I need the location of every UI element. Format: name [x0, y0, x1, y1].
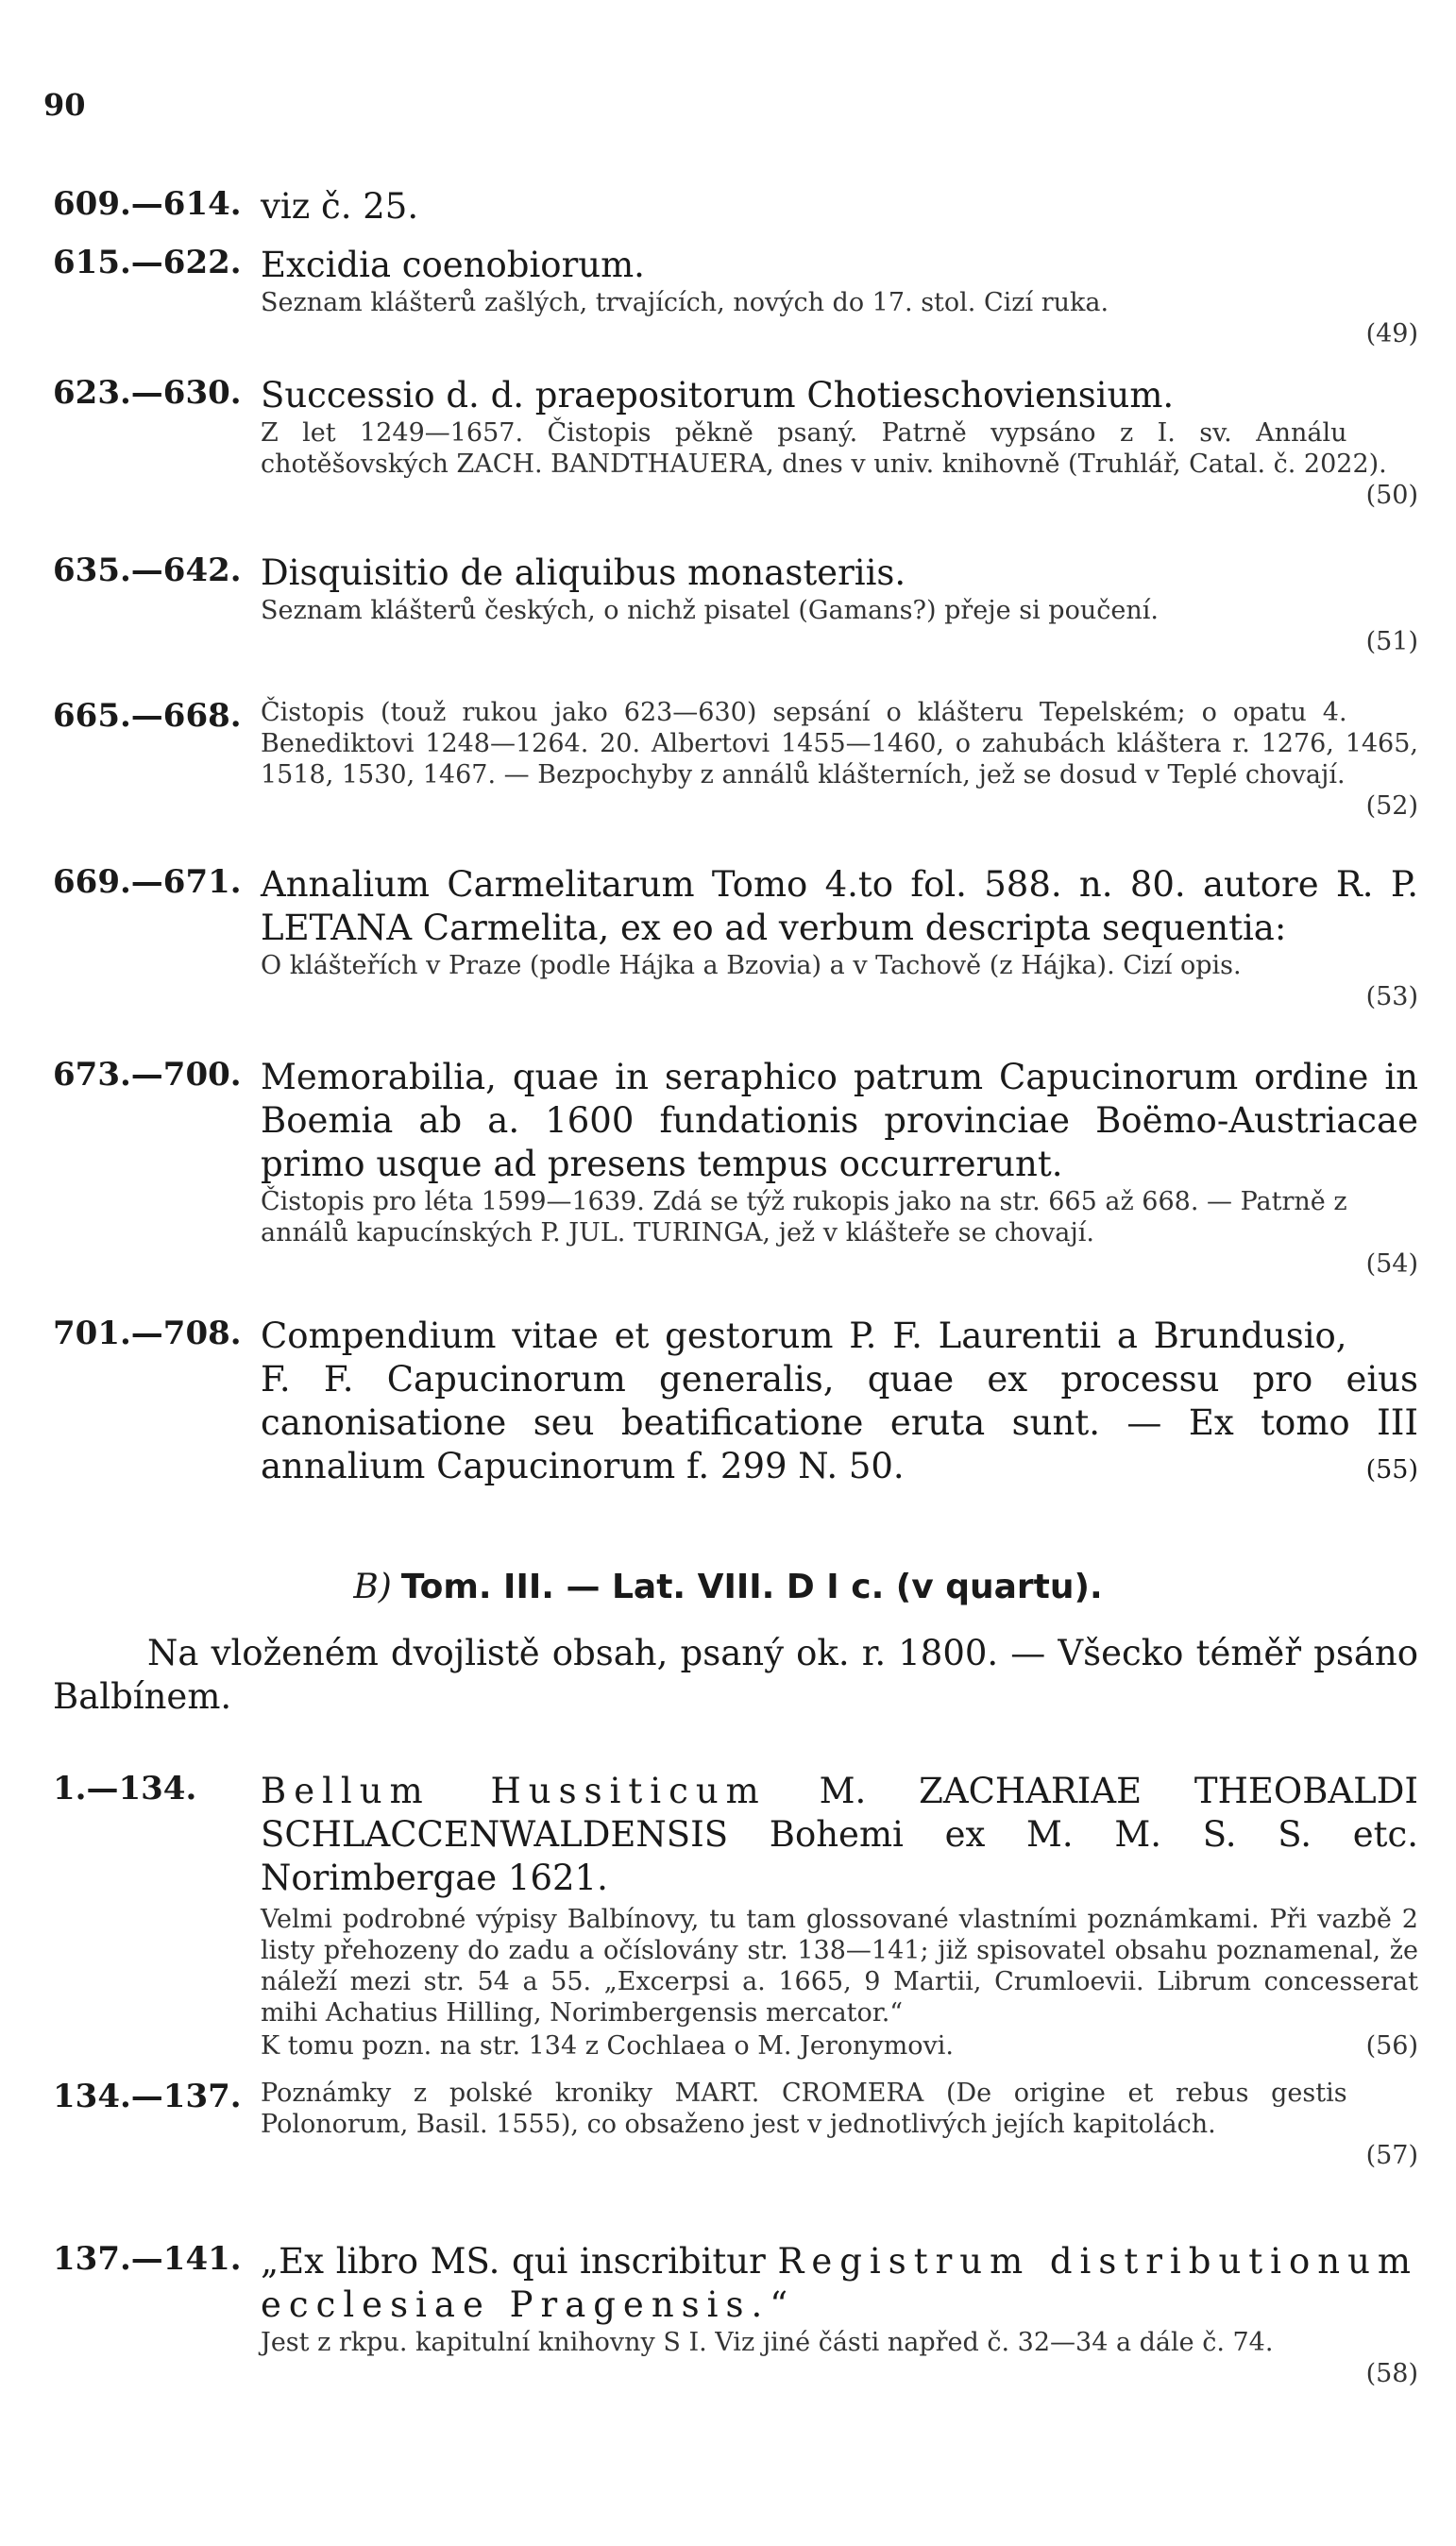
entry-title: Memorabilia, quae in seraphico patrum Capucinorum ordine in Boemia ab a. 1600 fundationis provinciae Boëmo-Austriacae primo usque ad presens tempus occurrerunt.	[261, 1057, 1418, 1184]
entry-title	[261, 1315, 1418, 1488]
entry-635-642	[53, 552, 1418, 657]
note-text: Čistopis pro léta 1599—1639. Zdá se týž rukopis jako na str. 665 až 668. — Patrně z annálů kapucínských P. JUL. TURINGA, jež v klášteře se chovají.	[261, 1187, 1347, 1248]
note-ref: (49)	[1365, 319, 1418, 348]
entry-note	[261, 1186, 1418, 1279]
entry-note: Velmi podrobné výpisy Balbínovy, tu tam glossované vlastními poznámkami. Při vazbě 2 listy přehozeny do zadu a očíslovány str. 138—141; již spisovatel obsahu poznamenal, že náleží mezi str. 54 a 55. „Excerpsi a. 1665, 9 Martii, Crumloevii. Librum concesserat mihi Achatius Hilling, Norimbergensis mercator.“	[261, 1905, 1418, 2028]
entry-range: 665.—668.	[53, 697, 242, 735]
note-text: O klášteřích v Praze (podle Hájka a Bzovia) a v Tachově (z Hájka). Cizí opis.	[261, 951, 1242, 980]
entry-note	[261, 595, 1418, 656]
entry-note	[261, 950, 1418, 1011]
note-text: Jest z rkpu. kapitulní knihovny S I. Viz jiné části napřed č. 32—34 a dále č. 74.	[261, 2328, 1274, 2357]
entry-range: 673.—700.	[53, 1056, 242, 1094]
entry-673-700	[53, 1056, 1418, 1279]
entry-609-614	[53, 185, 1418, 229]
note-ref: (53)	[1365, 982, 1418, 1011]
entry-range: 701.—708.	[53, 1315, 242, 1352]
entry-title-text: „Ex libro MS. qui inscribitur	[261, 2241, 766, 2282]
entry-665-668	[53, 697, 1418, 821]
entry-134-137	[53, 2078, 1418, 2170]
entry-range: 669.—671.	[53, 863, 242, 901]
note-ref: (51)	[1365, 627, 1418, 656]
entry-note	[261, 2030, 1418, 2062]
entry-range: 635.—642.	[53, 552, 242, 589]
section-intro: Na vloženém dvojlistě obsah, psaný ok. r. 1800. — Všecko téměř psáno Balbínem.	[53, 1633, 1418, 1717]
entry-title	[261, 2240, 1418, 2327]
entry-title: Annalium Carmelitarum Tomo 4.to fol. 588. n. 80. autore R. P. LETANA Carmelita, ex eo ad verbum descripta sequentia:	[261, 864, 1418, 948]
entry-range: 609.—614.	[53, 185, 242, 223]
entry-1-134	[53, 1770, 1418, 2062]
entry-701-708	[53, 1315, 1418, 1488]
entry-note	[261, 697, 1418, 821]
entry-title-spaced: Bellum Hussiticum	[261, 1771, 767, 1811]
entry-title: Disquisitio de aliquibus monasteriis.	[261, 552, 906, 593]
section-heading	[0, 1568, 1456, 1606]
entry-title: viz č. 25.	[261, 186, 419, 227]
entry-note	[261, 2078, 1418, 2170]
entry-137-141	[53, 2240, 1419, 2388]
note-text: Seznam klášterů českých, o nichž pisatel (Gamans?) přeje si poučení.	[261, 596, 1159, 625]
note-ref: (52)	[1365, 791, 1418, 821]
section-title: Tom. III. — Lat. VIII. D I c. (v quartu).	[400, 1568, 1103, 1606]
entry-note	[261, 287, 1418, 348]
entry-range: 1.—134.	[53, 1770, 197, 1808]
entry-ref: (55)	[1365, 1455, 1418, 1485]
entry-615-622	[53, 244, 1418, 349]
entry-range: 623.—630.	[53, 374, 242, 412]
note-text: K tomu pozn. na str. 134 z Cochlaea o M. Jeronymovi.	[261, 2031, 954, 2061]
entry-623-630	[53, 374, 1418, 510]
section-label: B)	[353, 1568, 392, 1606]
note-text: Poznámky z polské kroniky MART. CROMERA (De origine et rebus gestis Polonorum, Basil. 1555), co obsaženo jest v jednotlivých jejích kapitolách.	[261, 2079, 1347, 2139]
entry-title: Excidia coenobiorum.	[261, 245, 645, 285]
note-text: Čistopis (touž rukou jako 623—630) sepsání o klášteru Tepelském; o opatu 4. Benediktovi 1248—1264. 20. Albertovi 1455—1460, o zahubách kláštera r. 1276, 1465, 1518, 1530, 1467. — Bezpochyby z annálů klášterních, jež se dosud v Teplé chovají.	[261, 698, 1418, 789]
note-text: Z let 1249—1657. Čistopis pěkně psaný. Patrně vypsáno z I. sv. Annálu chotěšovských ZACH. BANDTHAUERA, dnes v univ. knihovně (Truhlář, Catal. č. 2022).	[261, 418, 1387, 479]
entry-range: 615.—622.	[53, 244, 242, 281]
entry-title-text: M. ZACHARIAE THEOBALDI SCHLACCENWALDENSIS Bohemi ex M. M. S. S. etc. Norimbergae 1621.	[261, 1771, 1418, 1898]
note-ref: (54)	[1365, 1249, 1418, 1279]
entry-title-spaced: Registrum distributionum ecclesiae Pragensis.“	[261, 2241, 1419, 2325]
entry-title: Successio d. d. praepositorum Chotieschoviensium.	[261, 375, 1175, 416]
entry-title	[261, 1770, 1418, 1900]
note-ref: (50)	[1365, 481, 1418, 510]
page-number: 90	[43, 87, 86, 123]
entry-title-text: Compendium vitae et gestorum P. F. Laurentii a Brundusio, F. F. Capucinorum generalis, quae ex processu pro eius canonisatione seu beatificatione eruta sunt. — Ex tomo III annalium Capucinorum f. 299 N. 50.	[261, 1315, 1418, 1486]
entry-range: 137.—141.	[53, 2240, 242, 2278]
note-ref: (57)	[1365, 2141, 1418, 2170]
note-ref: (58)	[1365, 2359, 1418, 2388]
entry-range: 134.—137.	[53, 2078, 242, 2115]
entry-669-671	[53, 863, 1418, 1011]
entry-note	[261, 2327, 1418, 2388]
note-text: Seznam klášterů zašlých, trvajících, nových do 17. stol. Cizí ruka.	[261, 288, 1109, 317]
note-ref: (56)	[1365, 2031, 1418, 2061]
entry-note	[261, 417, 1418, 510]
